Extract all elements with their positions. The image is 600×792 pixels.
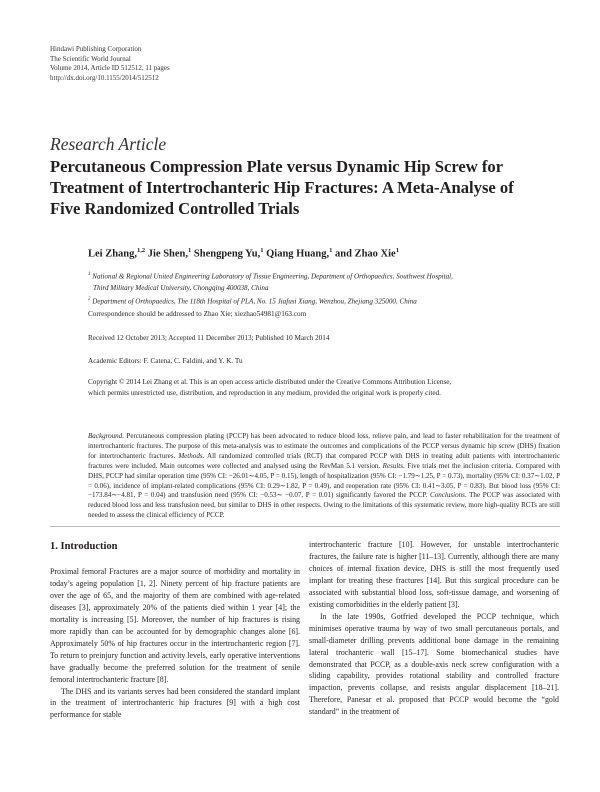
author-affil-marker: 1	[395, 247, 399, 254]
title-line: Percutaneous Compression Plate versus Dynamic Hip Screw for	[50, 157, 504, 176]
affiliation-text: National & Regional United Engineering Laboratory of Tissue Engineering, Department of Orthopaedics, Southwest Hospital,	[92, 272, 453, 281]
publication-info	[50, 45, 170, 83]
author-affil-marker: 1	[329, 247, 333, 254]
author-affil-marker: 1	[188, 247, 192, 254]
doi-link[interactable]: http://dx.doi.org/10.1155/2014/512512	[50, 73, 159, 82]
academic-editors: Academic Editors: F. Catena, C. Faldini, and Y. K. Tu	[88, 357, 243, 365]
title-line: Treatment of Intertrochanteric Hip Fractures: A Meta-Analyse of	[50, 178, 514, 197]
copyright-line: Copyright © 2014 Lei Zhang et al. This is an open access article distributed under the Creative Commons Attribution License,	[88, 378, 452, 386]
abstract-label-methods: Methods	[178, 451, 203, 460]
abstract-results: . Five trials met the inclusion criteria. Compared with DHS, PCCP had similar operation time (95% CI: −26.01∼4.05, P = 0.15), length of hospitalization (95% CI: −1.79∼1.25, P = 0.73), mortality (95% CI: 0.37∼1.02, P = 0.06), incidence of implant-related complications (95% CI: 0.29∼1.82, P = 0.49), and reoperation rate (95% CI: 0.41∼3.05, P = 0.83). But blood loss (95% CI: −173.84∼−4.81, P = 0.04) and transfusion need (95% CI: −0.53∼ −0.07, P = 0.01) significantly favored the PCCP.	[88, 461, 560, 500]
affiliations	[88, 269, 558, 307]
affiliation-text-continued: Third Military Medical University, Chongqing 400038, China	[93, 283, 269, 292]
abstract-methods: . All randomized controlled trials (RCT) that compared PCCP with DHS in treating adult patients with intertrochanteric fractures were included. Main outcomes were collected and analysed using the RevMan 5.1 version.	[88, 451, 560, 470]
abstract	[88, 432, 560, 521]
author-name: Qiang Huang,	[266, 248, 330, 260]
article-dates: Received 12 October 2013; Accepted 11 December 2013; Published 10 March 2014	[88, 334, 330, 342]
article-type: Research Article	[50, 134, 167, 154]
affiliation-marker: 2	[88, 296, 91, 302]
copyright-line: which permits unrestricted use, distribution, and reproduction in any medium, provided the original work is properly cited.	[88, 388, 441, 397]
author-list	[88, 247, 399, 260]
body-column-left	[50, 566, 300, 721]
title-line: Five Randomized Controlled Trials	[50, 199, 300, 218]
author-separator: and	[332, 248, 355, 260]
body-paragraph: The DHS and its variants serves had been considered the standard implant in the treatment of intertrochanteric hip fractures [9] with a high cost performance for stable	[50, 686, 300, 720]
volume-info: Volume 2014, Article ID 512512, 11 pages	[50, 64, 170, 73]
body-paragraph: Proximal femoral Fractures are a major source of morbidity and mortality in today’s ageing population [1, 2]. Ninety percent of hip fracture patients are over the age of 65, and the majority of them are combined with age-related diseases [3], approximately 20% of the patients died within 1 year [4]; the mortality is increasing [5]. Moreover, the number of hip fractures is rising more rapidly than can be accounted for by demographic changes alone [6]. Approximately 50% of hip fractures occur in the intertrochanteric region [7]. To return to preinjury function and activity levels, early operative interventions have gradually become the preferred solution for the treatment of senile femoral intertrochanteric fracture [8].	[50, 567, 300, 684]
affiliation-marker: 1	[88, 272, 91, 277]
body-paragraph: intertrochanteric fracture [10]. However, for unstable intertrochanteric fractures, the failure rate is higher [11–13]. Currently, although there are many choices of internal fixation device, DHS is still the most frequently used implant for treating these fractures [14]. But this surgical procedure can be associated with substantial blood loss, soft-tissue damage, and worsening of existing comorbidities in the elderly patient [3].	[309, 540, 559, 609]
affiliation-text: Department of Orthopaedics, The 118th Hospital of PLA, No. 15 Jiafusi Xiang, Wenzhou, Zhejiang 325000, China	[92, 297, 417, 306]
abstract-label-results: Results	[382, 461, 404, 470]
author-name: Lei Zhang,	[88, 248, 138, 260]
article-title	[50, 156, 560, 219]
affiliation-item	[88, 269, 558, 283]
author-name: Zhao Xie	[354, 248, 396, 260]
author-affil-marker: 1	[260, 247, 264, 254]
publisher-name: Hindawi Publishing Corporation	[50, 45, 142, 53]
abstract-background: . Percutaneous compression plating (PCCP) has been advocated to reduce blood loss, relieve pain, and lead to faster rehabilitation for the treatment of intertrochanteric fractures. The purpose of this meta-analysis was to estimate the outcomes and complications of the PCCP versus dynamic hip screw (DHS) fixation for intertrochanteric fractures.	[88, 432, 560, 460]
affiliation-item	[88, 294, 558, 308]
journal-name: The Scientific World Journal	[50, 54, 131, 63]
section-divider	[50, 526, 560, 527]
copyright-notice	[88, 377, 558, 398]
body-column-right	[309, 539, 559, 718]
abstract-conclusions: . The PCCP was associated with reduced blood loss and less transfusion need, but similar to DHS in other respects. Owing to the limitations of this systematic review, more high-quality RCTs are still needed to assess the clinical efficiency of PCCP.	[88, 491, 560, 520]
author-name: Shengpeng Yu,	[193, 248, 261, 260]
body-paragraph: In the late 1990s, Gotfried developed the PCCP technique, which minimises operative trauma by way of two small percutaneous portals, and small-diameter drilling prevents additional bone damage in the remaining lateral trochanteric wall [15–17]. Some biomechanical studies have demonstrated that PCCP, as a double-axis neck screw configuration with a sliding capability, provides rotational stability and controlled fracture impaction, prevents collapse, and resists angular displacement [18–21]. Therefore, Panesar et al. proposed that PCCP would become the “gold standard” in the treatment of	[309, 611, 559, 717]
abstract-body	[88, 432, 560, 521]
author-affil-marker: 1,2	[137, 247, 146, 254]
abstract-label-background: Background	[88, 432, 123, 440]
correspondence: Correspondence should be addressed to Zhao Xie; xiezhao54981@163.com	[88, 310, 307, 318]
author-name: Jie Shen,	[147, 248, 189, 260]
section-heading: 1. Introduction	[50, 541, 118, 552]
abstract-label-conclusions: Conclusions	[430, 491, 465, 500]
